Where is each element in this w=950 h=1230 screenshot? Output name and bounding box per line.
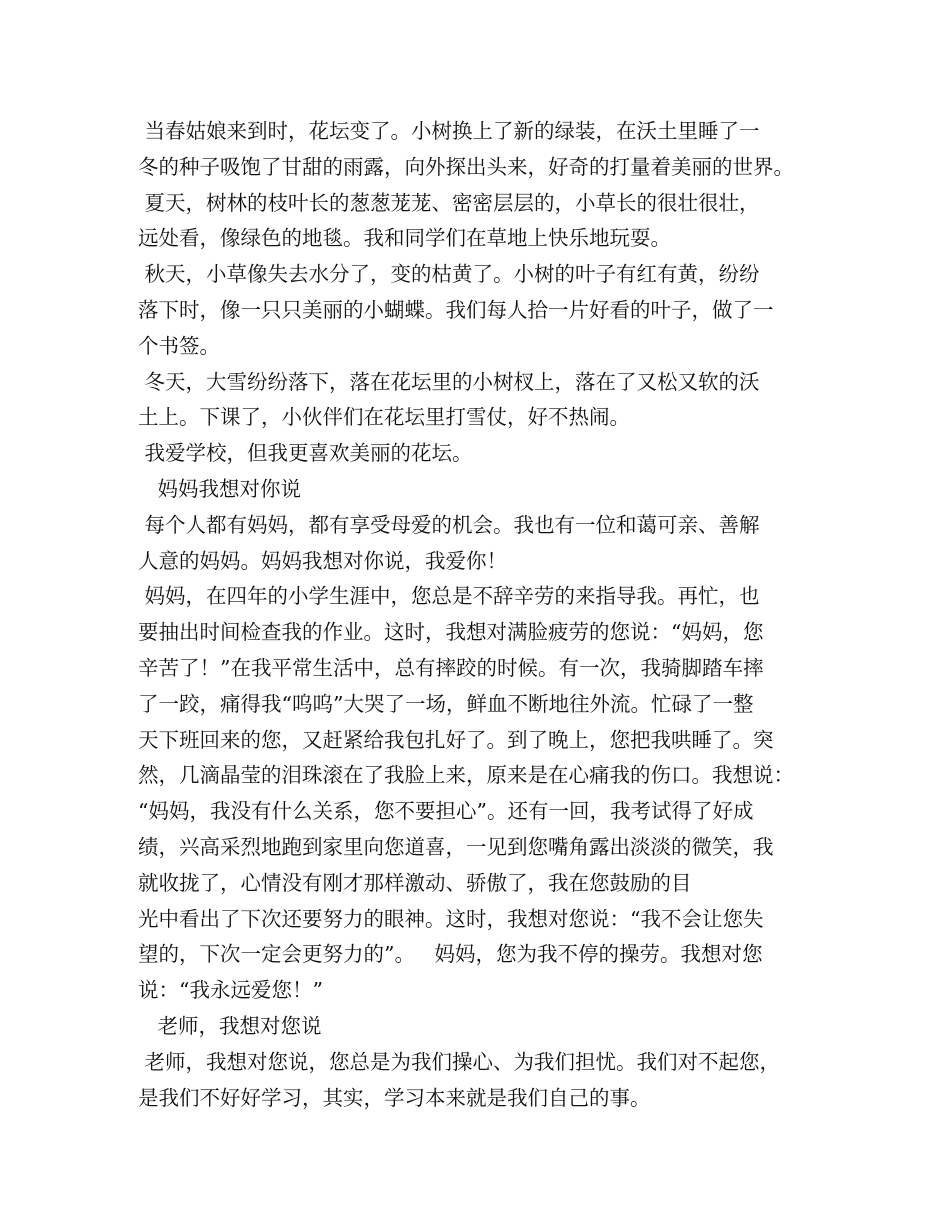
text-line: 辛苦了！”在我平常生活中，总有摔跤的时候。有一次，我骑脚踏车摔 [138,655,764,680]
text-line: 落下时，像一只只美丽的小蝴蝶。我们每人拾一片好看的叶子，做了一 [138,297,774,322]
text-line: 秋天，小草像失去水分了，变的枯黄了。小树的叶子有红有黄，纷纷 [138,262,760,287]
text-line: 每个人都有妈妈，都有享受母爱的机会。我也有一位和蔼可亲、善解 [138,512,760,537]
text-line: 说：“我永远爱您！” [138,978,323,1003]
text-line: 是我们不好好学习，其实，学习本来就是我们自己的事。 [138,1085,651,1110]
text-line: 就收拢了，心情没有刚才那样激动、骄傲了，我在您鼓励的目 [138,870,692,895]
text-line: 要抽出时间检查我的作业。这时，我想对满脸疲劳的您说：“妈妈，您 [138,620,764,645]
text-line: 我爱学校，但我更喜欢美丽的花坛。 [138,441,473,466]
text-line: 冬的种子吸饱了甘甜的雨露，向外探出头来，好奇的打量着美丽的世界。 [138,154,794,179]
text-line: 远处看，像绿色的地毯。我和同学们在草地上快乐地玩耍。 [138,226,671,251]
text-line: 光中看出了下次还要努力的眼神。这时，我想对您说：“我不会让您失 [138,906,764,931]
text-line: 然，几滴晶莹的泪珠滚在了我脸上来，原来是在心痛我的伤口。我想说： [138,763,794,788]
text-line: 老师，我想对您说，您总是为我们操心、为我们担忧。我们对不起您， [138,1049,781,1074]
text-line: 冬天，大雪纷纷落下，落在花坛里的小树杈上，落在了又松又软的沃 [138,369,760,394]
section-heading: 老师，我想对您说 [138,1013,322,1038]
text-line: 望的，下次一定会更努力的”。 妈妈，您为我不停的操劳。我想对您 [138,942,763,967]
text-line: 了一跤，痛得我“呜呜”大哭了一场，鲜血不断地往外流。忙碌了一整 [138,691,754,716]
text-line: 个书签。 [138,333,220,358]
text-line: 人意的妈妈。妈妈我想对你说，我爱你！ [138,548,507,573]
text-line: “妈妈，我没有什么关系，您不要担心”。还有一回，我考试得了好成 [138,799,754,824]
section-heading: 妈妈我想对你说 [138,476,302,501]
text-line: 妈妈，在四年的小学生涯中，您总是不辞辛劳的来指导我。再忙，也 [138,584,760,609]
text-line: 天下班回来的您，又赶紧给我包扎好了。到了晚上，您把我哄睡了。突 [138,727,774,752]
text-line: 当春姑娘来到时，花坛变了。小树换上了新的绿装，在沃土里睡了一 [138,119,760,143]
text-line: 土上。下课了，小伙伴们在花坛里打雪仗，好不热闹。 [138,405,630,430]
document-body [138,114,838,1116]
text-line: 绩，兴高采烈地跑到家里向您道喜，一见到您嘴角露出淡淡的微笑，我 [138,834,774,859]
text-line: 夏天，树林的枝叶长的葱葱茏茏、密密层层的，小草长的很壮很壮， [138,190,760,215]
